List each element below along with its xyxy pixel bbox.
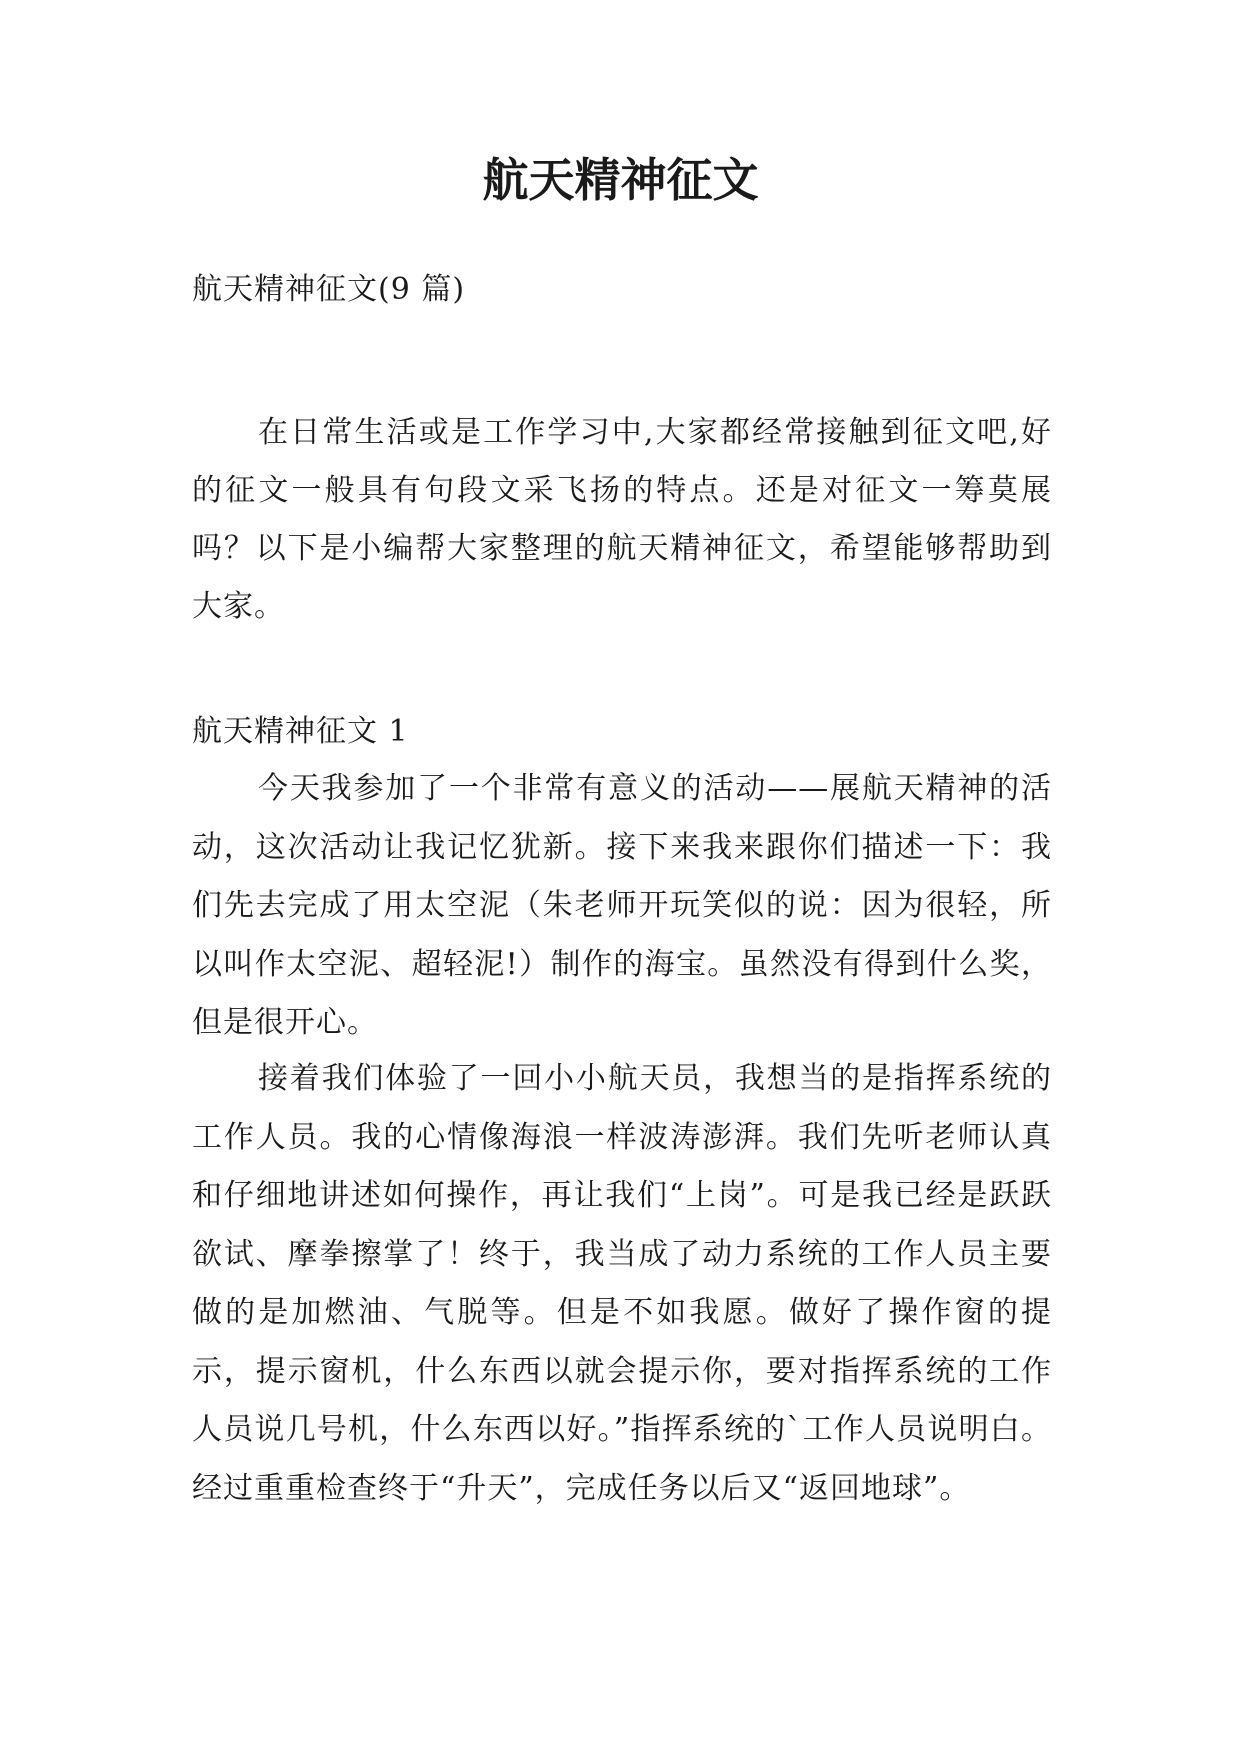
essay-1-paragraph-1: 今天我参加了一个非常有意义的活动——展航天精神的活动，这次活动让我记忆犹新。接下来我来跟你们描述一下：我们先去完成了用太空泥（朱老师开玩笑似的说：因为很轻，所以叫作太空泥、超轻泥!）制作的海宝。虽然没有得到什么奖，但是很开心。 xyxy=(192,771,1052,1040)
intro-paragraph: 在日常生活或是工作学习中,大家都经常接触到征文吧,好的征文一般具有句段文采飞扬的特点。还是对征文一筹莫展吗？以下是小编帮大家整理的航天精神征文，希望能够帮助到大家。 xyxy=(192,415,1052,624)
essay-1-heading: 航天精神征文 1 xyxy=(192,714,409,749)
essay-1-paragraph-2: 接着我们体验了一回小小航天员，我想当的是指挥系统的工作人员。我的心情像海浪一样波涛澎湃。我们先听老师认真和仔细地讲述如何操作，再让我们“上岗”。可是我已经是跃跃欲试、摩拳擦掌了！终于，我当成了动力系统的工作人员主要做的是加燃油、气脱等。但是不如我愿。做好了操作窗的提示，提示窗机，什么东西以就会提示你，要对指挥系统的工作人员说几号机，什么东西以好。”指挥系统的`工作人员说明白。经过重重检查终于“升天”，完成任务以后又“返回地球”。 xyxy=(192,1061,1052,1506)
document-subtitle: 航天精神征文(9 篇) xyxy=(192,272,466,307)
document-title: 航天精神征文 xyxy=(482,153,759,207)
